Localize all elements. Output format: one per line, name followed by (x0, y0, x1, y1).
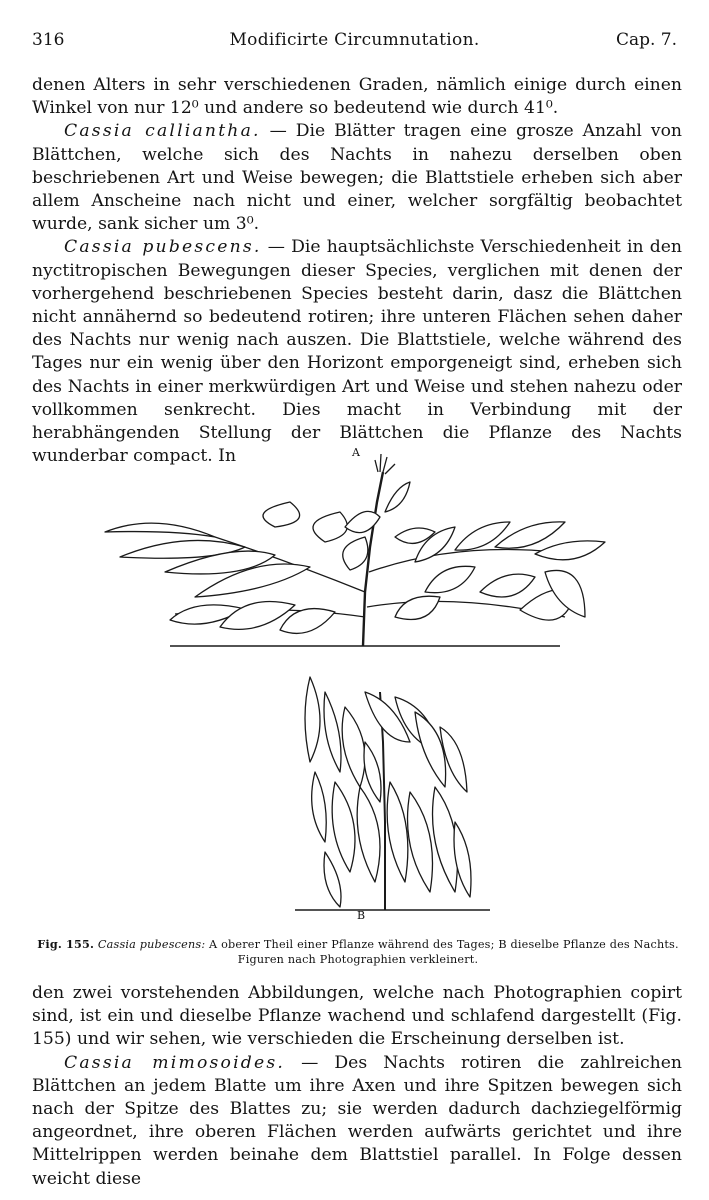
caption-text: A oberer Theil einer Pflanze während des Tages; B dieselbe Pflanze des Nachts. Figuren nach Photographien verkleinert. (205, 938, 679, 966)
species-name: Cassia pubescens. (64, 237, 262, 258)
leaflet (345, 511, 380, 532)
leaflet (425, 566, 475, 592)
leaflet (343, 537, 368, 570)
species-name: Cassia mimosoides. (64, 1052, 286, 1073)
leaflet (387, 782, 408, 882)
paragraph-body: — Die Blätter tragen eine grosze Anzahl von Blättchen, welche sich des Nachts in nahezu derselben oben beschriebenen Art und Weise bewegen; die Blattstiele erheben sich aber allem Anscheine nach nicht und einer, welcher sorgfältig beobachtet wurde, sank sicher um 3⁰. (32, 121, 682, 235)
leaflet (324, 852, 341, 907)
leaflet (480, 574, 535, 597)
paragraph-figure-reference: den zwei vorstehenden Abbildungen, welche nach Photographien copirt sind, ist ein und dieselbe Pflanze wachend und schlafend dargestellt (Fig. 155) und wir sehen, wie verschieden die Erscheinung derselben ist. (32, 983, 682, 1050)
caption-species: Cassia pubescens: (97, 938, 206, 951)
figure-label-a: A (352, 446, 360, 459)
upper-text-block (32, 74, 682, 468)
leaflet (332, 782, 355, 872)
leaflet (342, 707, 365, 787)
chapter-label: Cap. 7. (615, 30, 677, 50)
page-number: 316 (32, 30, 65, 50)
page-header (30, 30, 679, 56)
leaflet (385, 482, 410, 512)
species-name: Cassia calliantha. (64, 121, 261, 142)
leaflet (305, 677, 320, 762)
paragraph-body: — Die hauptsächlichste Verschiedenheit in den nyctitropischen Bewegungen dieser Species, verglichen mit denen der vorhergehend beschriebenen Species besteht darin, dasz die Blättchen nicht annähernd so bedeutend rotiren; ihre unteren Flächen sehen daher des Nachts nur wenig nach auszen. Die Blattstiele, welche während des Tages nur ein wenig über den Horizont emporgeneigt sind, erheben sich des Nachts in einer merkwürdigen Art und Weise und stehen nahezu oder vollkommen senkrecht. Dies macht in Verbindung mit der herabhängenden Stellung der Blättchen die Pflanze des Nachts wunderbar compact. In (32, 237, 682, 467)
paragraph-cassia-pubescens (32, 236, 682, 468)
leaflet (364, 742, 381, 802)
plant-illustration (95, 442, 615, 932)
bud-tuft (375, 454, 395, 474)
leaflet (312, 772, 327, 842)
figure-number: Fig. 155. (37, 937, 95, 951)
paragraph-cassia-calliantha (32, 120, 682, 236)
leaflet (535, 541, 605, 560)
paragraph-cassia-mimosoides (32, 1052, 682, 1191)
leaflet (105, 523, 215, 537)
leaflet (263, 502, 300, 527)
leaflet (408, 792, 433, 892)
lower-text-block (32, 982, 682, 1191)
figure-155 (95, 442, 615, 932)
leaflet (357, 787, 380, 882)
paragraph-continuation: denen Alters in sehr verschiedenen Graden, nämlich einige durch einen Winkel von nur 12⁰ und andere so bedeutend wie durch 41⁰. (32, 75, 682, 119)
figure-label-b: B (357, 909, 366, 922)
leaflet (454, 822, 471, 897)
leaflet (324, 692, 341, 772)
leaflet (280, 609, 335, 634)
leaflet (395, 596, 440, 619)
figure-caption (34, 937, 682, 967)
leaflet (313, 512, 347, 542)
leaflet (415, 712, 446, 787)
running-title: Modificirte Circumnutation. (229, 30, 480, 50)
paragraph-body: — Des Nachts rotiren die zahlreichen Blättchen an jedem Blatte um ihre Axen und ihre Spitzen bewegen sich nach der Spitze des Blattes zu; sie werden dadurch dachziegelförmig angeordnet, ihre oberen Flächen werden aufwärts gerichtet und ihre Mittelrippen werden beinahe dem Blattstiel parallel. In Folge dessen weicht diese (32, 1052, 682, 1189)
